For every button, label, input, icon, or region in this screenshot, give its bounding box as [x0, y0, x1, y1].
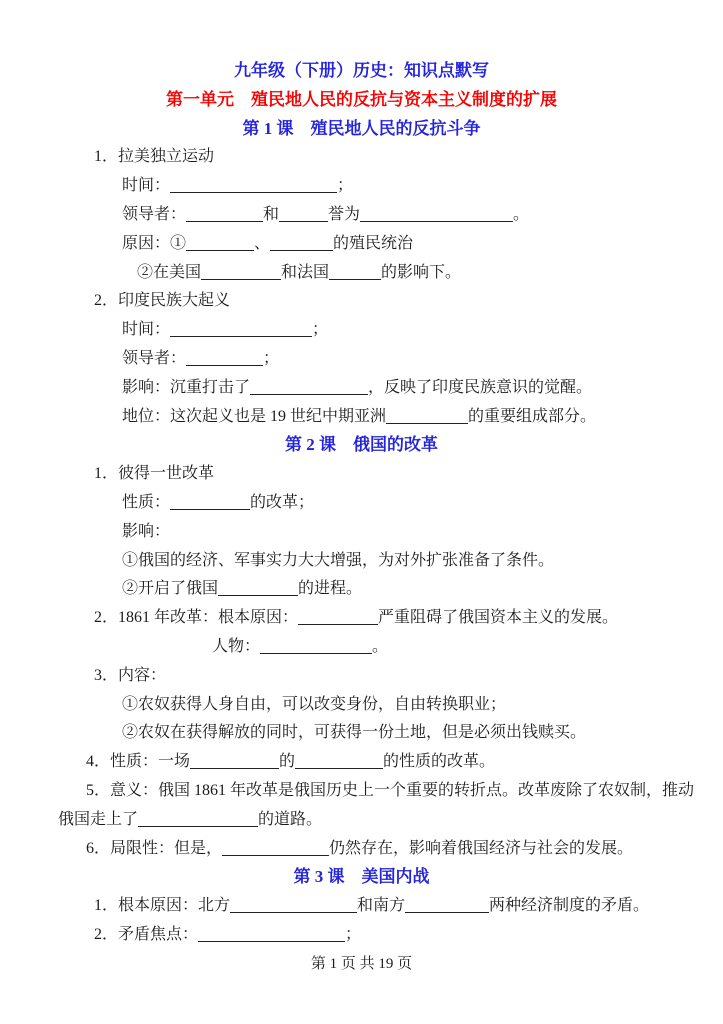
- text-segment: 1．根本原因：北方: [94, 897, 231, 915]
- detail-line: [58, 575, 665, 604]
- text-segment: 九年级（下册）历史：知识点默写: [234, 61, 489, 80]
- fill-in-blank: [201, 264, 281, 280]
- detail-line: [58, 259, 665, 288]
- text-segment: 。: [372, 637, 389, 655]
- fill-in-blank: [186, 350, 263, 366]
- doc-title: [58, 57, 665, 86]
- list-item: [58, 921, 665, 950]
- detail-line: [58, 230, 665, 259]
- fill-in-blank: [405, 897, 489, 913]
- text-segment: 仍然存在，影响着俄国经济与社会的发展。: [329, 839, 634, 857]
- text-segment: 领导者：: [122, 349, 187, 367]
- text-segment: 1．彼得一世改革: [94, 465, 215, 483]
- fill-in-blank: [186, 206, 263, 222]
- detail-line: [58, 403, 665, 432]
- text-segment: ①俄国的经济、军事实力大大增强，为对外扩张准备了条件。: [122, 551, 555, 569]
- text-segment: 的: [279, 753, 296, 771]
- text-segment: 第 3 课 美国内战: [293, 867, 430, 887]
- text-segment: 领导者：: [122, 205, 187, 223]
- detail-line: [58, 172, 665, 201]
- text-segment: 的重要组成部分。: [468, 407, 597, 425]
- text-segment: 的性质的改革。: [383, 753, 496, 771]
- text-segment: 3．内容：: [94, 666, 167, 684]
- fill-in-blank: [170, 177, 337, 193]
- fill-in-blank: [386, 408, 468, 424]
- list-item: [58, 777, 695, 806]
- text-segment: ；: [337, 177, 354, 195]
- lesson-2-heading: [58, 431, 665, 460]
- text-segment: 俄国走上了: [58, 810, 139, 828]
- text-segment: 的道路。: [258, 810, 323, 828]
- fill-in-blank: [218, 580, 298, 596]
- text-segment: 2．1861 年改革：根本原因：: [94, 609, 299, 627]
- text-segment: 影响：沉重打击了: [122, 378, 251, 396]
- text-segment: 第 1 课 殖民地人民的反抗斗争: [242, 118, 481, 138]
- list-item: [58, 662, 665, 691]
- fill-in-blank: [170, 321, 312, 337]
- fill-in-blank: [279, 206, 328, 222]
- detail-line: [58, 633, 665, 662]
- text-segment: 5．意义：俄国 1861 年改革是俄国历史上一个重要的转折点。改革废除了农奴制，推动: [86, 781, 695, 799]
- text-segment: ；: [312, 321, 329, 339]
- detail-line: [58, 547, 665, 576]
- fill-in-blank: [186, 235, 254, 251]
- text-segment: 1．拉美独立运动: [94, 148, 215, 166]
- text-segment: 和: [263, 205, 280, 223]
- text-segment: 人物：: [212, 637, 261, 655]
- detail-line: [58, 719, 665, 748]
- text-segment: 时间：: [122, 321, 171, 339]
- text-segment: 第 2 课 俄国的改革: [285, 435, 438, 455]
- text-segment: 的影响下。: [381, 263, 462, 281]
- text-segment: ；: [263, 349, 280, 367]
- text-segment: 原因：①: [122, 234, 187, 252]
- lesson-3-heading: [58, 863, 665, 892]
- text-segment: ①农奴获得人身自由，可以改变身份，自由转换职业；: [122, 695, 507, 713]
- fill-in-blank: [360, 206, 513, 222]
- text-segment: ②在美国: [137, 263, 202, 281]
- detail-line: [58, 374, 665, 403]
- text-segment: ②开启了俄国: [122, 580, 219, 598]
- text-segment: 第一单元 殖民地人民的反抗与资本主义制度的扩展: [166, 89, 557, 109]
- fill-in-blank: [295, 753, 383, 769]
- text-segment: 2．印度民族大起义: [94, 292, 231, 310]
- text-segment: 和南方: [357, 897, 406, 915]
- list-item: [58, 143, 665, 172]
- fill-in-blank: [138, 811, 258, 827]
- text-segment: 的进程。: [298, 580, 363, 598]
- fill-in-blank: [222, 840, 329, 856]
- fill-in-blank: [260, 638, 372, 654]
- detail-line: [58, 201, 665, 230]
- list-item: [58, 835, 665, 864]
- list-item: [58, 892, 665, 921]
- lesson-1-heading: [58, 115, 665, 144]
- text-segment: 的殖民统治: [333, 234, 414, 252]
- text-segment: 第 1 页 共 19 页: [310, 955, 413, 972]
- text-segment: 地位：这次起义也是 19 世纪中期亚洲: [122, 407, 387, 425]
- text-segment: 誉为: [328, 205, 361, 223]
- text-segment: 4．性质：一场: [86, 753, 191, 771]
- detail-line: [58, 316, 665, 345]
- page-footer: [58, 950, 665, 979]
- list-item: [58, 287, 665, 316]
- fill-in-blank: [190, 753, 279, 769]
- text-segment: 性质：: [122, 493, 171, 511]
- unit-heading: [58, 86, 665, 115]
- detail-line: [58, 489, 665, 518]
- fill-in-blank: [270, 235, 333, 251]
- text-segment: 的改革；: [250, 493, 315, 511]
- detail-line: [58, 345, 665, 374]
- document-body: [58, 57, 695, 979]
- text-segment: 两种经济制度的矛盾。: [489, 897, 650, 915]
- text-segment: ②农奴在获得解放的同时，可获得一份土地，但是必须出钱赎买。: [122, 724, 587, 742]
- fill-in-blank: [250, 379, 368, 395]
- text-segment: 、: [254, 234, 271, 252]
- fill-in-blank: [298, 609, 378, 625]
- detail-line: [58, 518, 665, 547]
- text-segment: 严重阻碍了俄国资本主义的发展。: [378, 609, 619, 627]
- list-item: [58, 604, 665, 633]
- continuation-line: [58, 806, 665, 835]
- text-segment: ，反映了印度民族意识的觉醒。: [368, 378, 593, 396]
- text-segment: 时间：: [122, 177, 171, 195]
- text-segment: 和法国: [281, 263, 330, 281]
- text-segment: 。: [513, 205, 530, 223]
- fill-in-blank: [329, 264, 381, 280]
- list-item: [58, 460, 665, 489]
- fill-in-blank: [198, 926, 345, 942]
- text-segment: ；: [345, 925, 362, 943]
- text-segment: 6．局限性：但是，: [86, 839, 223, 857]
- detail-line: [58, 691, 665, 720]
- fill-in-blank: [230, 897, 357, 913]
- text-segment: 2．矛盾焦点：: [94, 925, 199, 943]
- text-segment: 影响：: [122, 522, 171, 540]
- fill-in-blank: [170, 494, 250, 510]
- list-item: [58, 748, 665, 777]
